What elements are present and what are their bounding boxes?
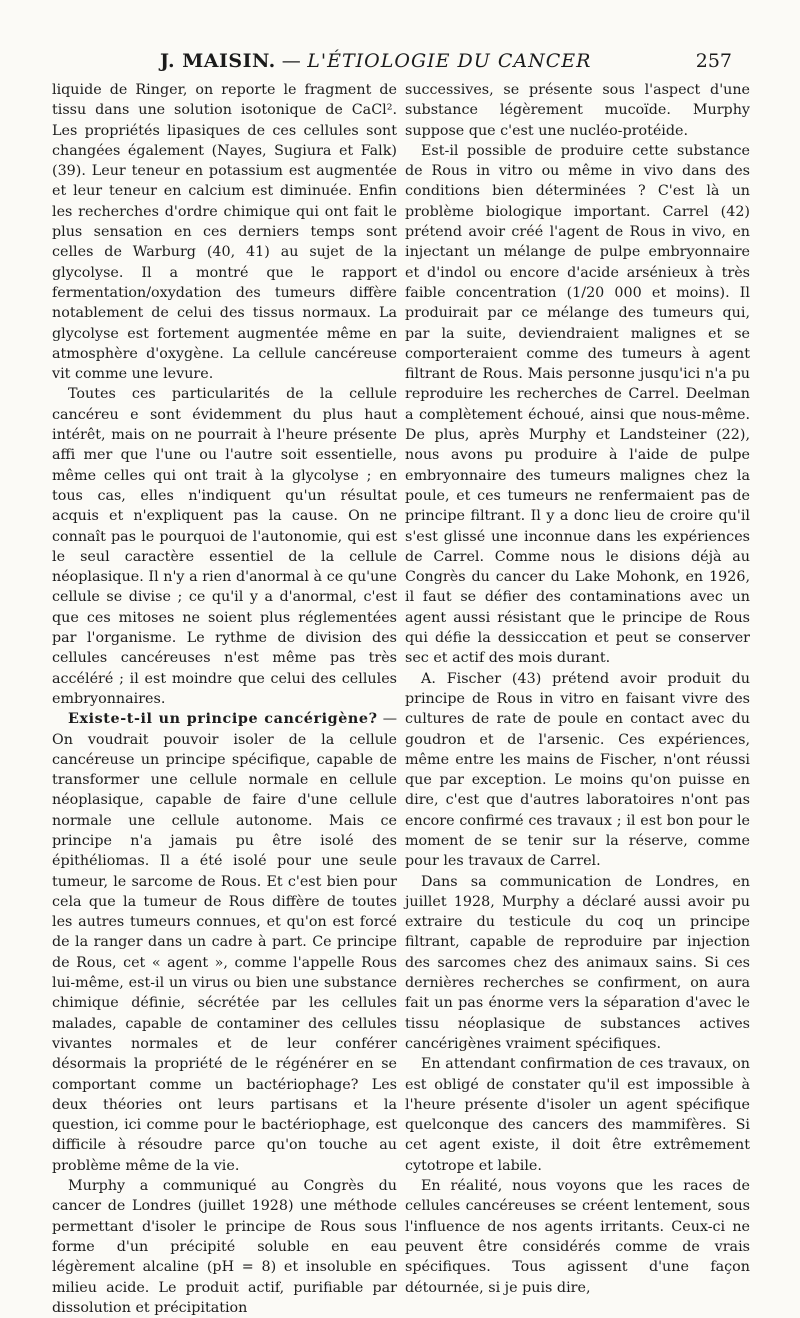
paragraph: En attendant confirmation de ces travaux, on est obligé de constater qu'il est impossible à l'heure présente d'isoler un agent spécifique quelconque des cancers des mammifères. Si cet agent existe, il doit être extrêmement cytotrope et labile.	[405, 1056, 750, 1174]
section-paragraph	[52, 709, 397, 1176]
paragraph: liquide de Ringer, on reporte le fragment de tissu dans une solution isotonique de CaCl². Les propriétés lipasiques de ces cellules sont changées également (Nayes, Sugiura et Falk) (39). Leur teneur en potassium est augmentée et leur teneur en calcium est diminuée. Enfin les recherches d'ordre chimique qui ont fait le plus sensation en ces derniers temps sont celles de Warburg (40, 41) au sujet de la glycolyse. Il a montré que le rapport fermentation/oxydation des tumeurs diffère notablement de celui des tissus normaux. La glycolyse est fortement augmentée même en atmosphère d'oxygène. La cellule cancéreuse vit comme une levure.	[52, 82, 397, 383]
header-author: J. MAISIN.	[160, 50, 276, 72]
paragraph: Dans sa communication de Londres, en juillet 1928, Murphy a déclaré aussi avoir pu extraire du testicule du coq un principe filtrant, capable de reproduire par injection des sarcomes chez des animaux sains. Si ces dernières recherches se confirment, on aura fait un pas énorme vers la séparation d'avec le tissu néoplasique de substances actives cancérigènes vraiment spécifiques.	[405, 873, 750, 1052]
paragraph: Murphy a communiqué au Congrès du cancer de Londres (juillet 1928) une méthode permettant d'isoler le principe de Rous sous forme d'un précipité soluble en eau légèrement alcaline (pH = 8) et insoluble en milieu acide. Le produit actif, purifiable par dissolution et précipitation	[52, 1178, 397, 1316]
right-column	[405, 80, 750, 1298]
running-title	[160, 50, 591, 72]
paragraph: Toutes ces particularités de la cellule cancéreu e sont évidemment du plus haut intérêt, mais on ne pourrait à l'heure présente affi mer que l'une ou l'autre soit essentielle, même celles qui ont trait à la glycolyse ; en tous cas, elles n'indiquent qu'un résultat acquis et n'expliquent pas la cause. On ne connaît pas le pourquoi de l'autonomie, qui est le seul caractère essentiel de la cellule néoplasique. Il n'y a rien d'anormal à ce qu'une cellule se divise ; ce qu'il y a d'anormal, c'est que ces mitoses ne soient plus réglementées par l'organisme. Le rythme de division des cellules cancéreuses n'est même pas très accéléré ; il est moindre que celui des cellules embryonnaires.	[52, 386, 397, 707]
header-title: L'ÉTIOLOGIE DU CANCER	[307, 50, 592, 72]
section-heading: Existe-t-il un principe cancérigène?	[68, 711, 378, 728]
left-column	[52, 80, 397, 1318]
paragraph: En réalité, nous voyons que les races de cellules cancéreuses se créent lentement, sous l'influence de nos agents irritants. Ceux-ci ne peuvent être considérés comme de vrais spécifiques. Tous agissent d'une façon détournée, si je puis dire,	[405, 1178, 750, 1296]
paragraph: successives, se présente sous l'aspect d'une substance légèrement mucoïde. Murphy suppose que c'est une nucléo-protéide.	[405, 82, 750, 139]
page-number: 257	[695, 50, 732, 72]
paragraph: A. Fischer (43) prétend avoir produit du principe de Rous in vitro en faisant vivre des cultures de rate de poule en contact avec du goudron et de l'arsenic. Ces expériences, même entre les mains de Fischer, n'ont réussi que par exception. Le moins qu'on puisse en dire, c'est que d'autres laboratoires n'ont pas encore confirmé ces travaux ; il est bon pour le moment de se tenir sur la réserve, comme pour les travaux de Carrel.	[405, 670, 750, 870]
page-header	[0, 50, 800, 80]
section-body: — On voudrait pouvoir isoler de la cellule cancéreuse un principe spécifique, capable de transformer une cellule normale en cellule néoplasique, capable de faire d'une cellule normale une cellule autonome. Mais ce principe n'a jamais pu être isolé des épithéliomas. Il a été isolé pour une seule tumeur, le sarcome de Rous. Et c'est bien pour cela que la tumeur de Rous diffère de toutes les autres tumeurs connues, et qu'on est forcé de la ranger dans un cadre à part. Ce principe de Rous, cet « agent », comme l'appelle Rous lui-même, est-il un virus ou bien une substance chimique définie, sécrétée par les cellules malades, capable de contaminer des cellules vivantes normales et de leur conférer désormais la propriété de le régénérer en se comportant comme un bactériophage? Les deux théories ont leurs partisans et la question, ici comme pour le bactériophage, est difficile à résoudre parce qu'on touche au problème même de la vie.	[52, 711, 397, 1174]
header-separator: —	[281, 50, 302, 72]
paragraph: Est-il possible de produire cette substance de Rous in vitro ou même in vivo dans des conditions bien déterminées ? C'est là un problème biologique important. Carrel (42) prétend avoir créé l'agent de Rous in vivo, en injectant un mélange de pulpe embryonnaire et d'indol ou encore d'acide arsénieux à très faible concentration (1/20 000 et moins). Il produirait par ce mélange des tumeurs qui, par la suite, deviendraient malignes et se comporteraient comme des tumeurs à agent filtrant de Rous. Mais personne jusqu'ici n'a pu reproduire les recherches de Carrel. Deelman a complètement échoué, ainsi que nous-même. De plus, après Murphy et Landsteiner (22), nous avons pu produire à l'aide de pulpe embryonnaire des tumeurs malignes chez la poule, et ces tumeurs ne renfermaient pas de principe filtrant. Il y a donc lieu de croire qu'il s'est glissé une inconnue dans les expériences de Carrel. Comme nous le disions déjà au Congrès du cancer du Lake Mohonk, en 1926, il faut se défier des contaminations avec un agent aussi résistant que le principe de Rous qui défie la dessiccation et peut se conserver sec et actif des mois durant.	[405, 142, 750, 667]
